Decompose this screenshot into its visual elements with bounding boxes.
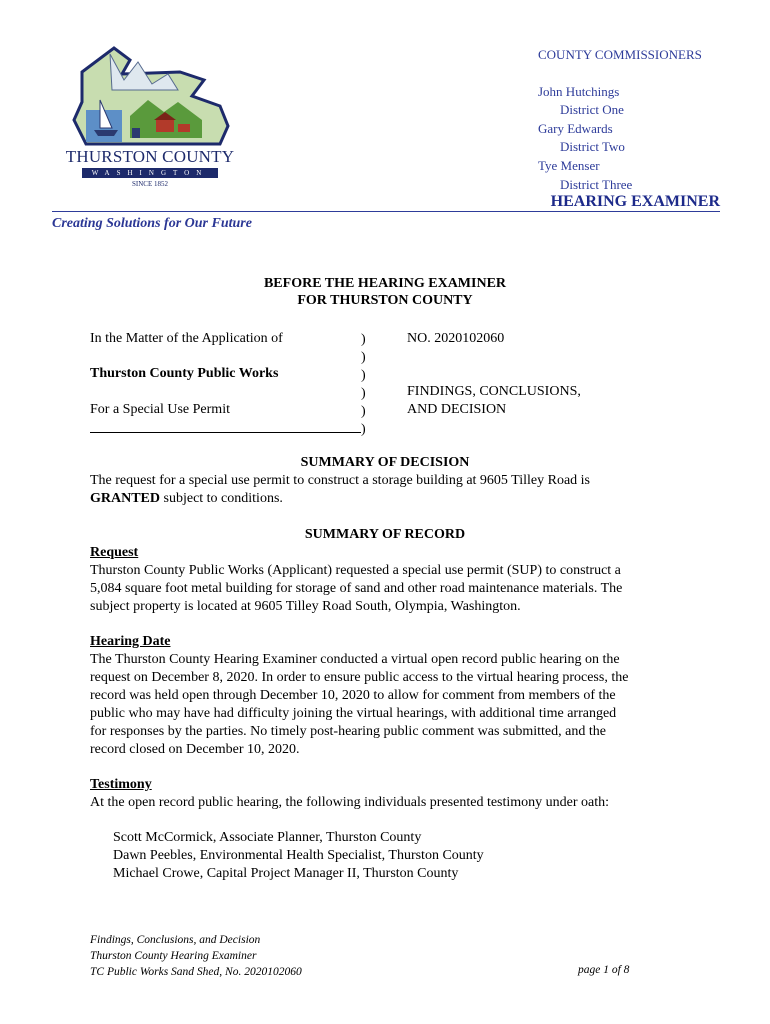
caption-purpose: For a Special Use Permit <box>90 402 230 417</box>
hearing-line: request on December 8, 2020. In order to ensure public access to the virtual hearing process, the <box>90 670 629 685</box>
caption-matter: In the Matter of the Application of <box>90 331 283 346</box>
summary-decision-text <box>90 472 680 508</box>
request-line: subject property is located at 9605 Tilley Road South, Olympia, Washington. <box>90 599 521 614</box>
county-logo <box>52 40 248 190</box>
summary-record-heading: SUMMARY OF RECORD <box>304 527 466 542</box>
hearing-line: The Thurston County Hearing Examiner conducted a virtual open record public hearing on the <box>90 652 620 667</box>
witness-item: Dawn Peebles, Environmental Health Specialist, Thurston County <box>113 848 484 863</box>
summary-decision-tail: subject to conditions. <box>160 491 283 506</box>
document-heading-line1: BEFORE THE HEARING EXAMINER <box>263 276 507 291</box>
caption-brackets: ) ) ) ) ) ) <box>361 332 366 437</box>
caption-applicant: Thurston County Public Works <box>90 366 279 381</box>
granted-text: GRANTED <box>90 491 161 506</box>
hearing-date-heading: Hearing Date <box>90 634 171 649</box>
request-line: Thurston County Public Works (Applicant) requested a special use permit (SUP) to construct a <box>90 563 621 578</box>
tagline: Creating Solutions for Our Future <box>52 216 252 231</box>
testimony-heading: Testimony <box>90 777 152 792</box>
commissioner-name: Gary Edwards <box>538 120 613 136</box>
testimony-intro: At the open record public hearing, the following individuals presented testimony under oath: <box>90 795 610 810</box>
footer-line3: TC Public Works Sand Shed, No. 2020102060 <box>90 966 302 978</box>
summary-decision-line1: The request for a special use permit to construct a storage building at 9605 Tilley Road is <box>90 473 591 488</box>
commissioner-name: Tye Menser <box>538 157 600 173</box>
footer-line1: Findings, Conclusions, and Decision <box>90 934 261 946</box>
footer <box>90 932 302 980</box>
summary-decision-line2 <box>90 490 680 508</box>
commissioner-name: John Hutchings <box>538 83 620 99</box>
doc-type-line2: AND DECISION <box>407 402 507 417</box>
doc-type-line1: FINDINGS, CONCLUSIONS, <box>407 384 581 399</box>
commissioner-district: District One <box>560 102 624 118</box>
document-heading-line2: FOR THURSTON COUNTY <box>297 293 473 308</box>
county-map-illustration <box>52 40 248 148</box>
request-heading: Request <box>90 545 139 560</box>
hearing-line: record was held open through December 10, 2020 to allow for comment from members of the <box>90 688 616 703</box>
caption-underline <box>90 432 361 433</box>
hearing-line: for responses by the parties. No timely post-hearing public comment was submitted, and the <box>90 724 606 739</box>
page-number: page 1 of 8 <box>578 964 630 976</box>
witness-item: Scott McCormick, Associate Planner, Thurston County <box>113 830 422 845</box>
office-title: HEARING EXAMINER <box>550 193 720 210</box>
case-number: NO. 2020102060 <box>407 331 505 346</box>
logo-state-bar: WASHINGTON <box>82 168 218 178</box>
summary-decision-heading: SUMMARY OF DECISION <box>300 455 470 470</box>
hearing-line: public who may have had difficulty joining the virtual hearings, with additional time arranged <box>90 706 617 721</box>
request-text <box>90 562 680 616</box>
footer-line2: Thurston County Hearing Examiner <box>90 950 257 962</box>
commissioner-district: District Three <box>560 176 633 192</box>
logo-since: SINCE 1852 <box>132 180 168 188</box>
witness-item: Michael Crowe, Capital Project Manager II, Thurston County <box>113 866 459 881</box>
request-line: 5,084 square foot metal building for storage of sand and other road maintenance materials. The <box>90 581 623 596</box>
commissioner-district: District Two <box>560 139 625 155</box>
witness-list <box>113 829 703 883</box>
header-divider <box>52 211 720 212</box>
hearing-date-text <box>90 651 680 759</box>
logo-county-name: THURSTON COUNTY <box>65 147 235 166</box>
commissioners-block <box>538 46 702 194</box>
hearing-line: record closed on December 10, 2020. <box>90 742 300 757</box>
commissioners-heading: COUNTY COMMISSIONERS <box>538 47 702 62</box>
